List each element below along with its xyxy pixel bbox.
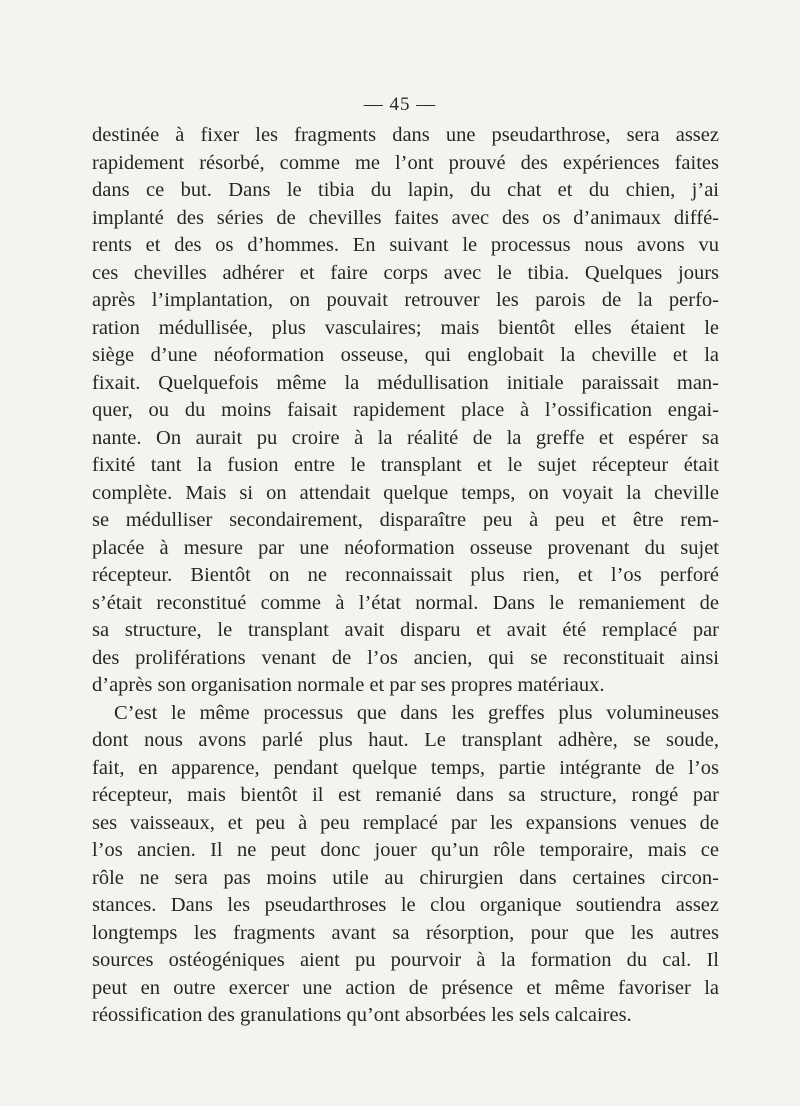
text-line: longtemps les fragments avant sa résorption, pour que les autres — [92, 921, 719, 944]
text-line: l’os ancien. Il ne peut donc jouer qu’un rôle temporaire, mais ce — [92, 839, 719, 861]
text-line: après l’implantation, on pouvait retrouver les parois de la perfo- — [92, 289, 719, 311]
text-line: des proliférations venant de l’os ancien, qui se reconstituait ainsi — [92, 646, 719, 669]
text-line: sa structure, le transplant avait disparu et avait été remplacé par — [92, 619, 719, 641]
text-line: ces chevilles adhérer et faire corps avec le tibia. Quelques jours — [92, 261, 719, 284]
text-line: se médulliser secondairement, disparaître peu à peu et être rem- — [92, 509, 719, 531]
text-line: rôle ne sera pas moins utile au chirurgien dans certaines circon- — [92, 866, 719, 889]
text-line: rents et des os d’hommes. En suivant le processus nous avons vu — [92, 234, 719, 256]
text-line: réossification des granulations qu’ont absorbées les sels calcaires. — [92, 1004, 632, 1026]
text-line: récepteur. Bientôt on ne reconnaissait plus rien, et l’os perforé — [92, 564, 719, 586]
text-line: sources ostéogéniques aient pu pourvoir à la formation du cal. Il — [92, 949, 719, 971]
text-line: fait, en apparence, pendant quelque temps, partie intégrante de l’os — [92, 756, 719, 779]
text-line: peut en outre exercer une action de présence et même favoriser la — [92, 976, 719, 999]
text-line: nante. On aurait pu croire à la réalité de la greffe et espérer sa — [92, 426, 719, 449]
text-line: fixité tant la fusion entre le transplant et le sujet récepteur était — [92, 454, 719, 476]
text-line: C’est le même processus que dans les greffes plus volumineuses — [114, 701, 719, 724]
text-line: rapidement résorbé, comme me l’ont prouvé des expériences faites — [92, 151, 719, 174]
text-line: récepteur, mais bientôt il est remanié dans sa structure, rongé par — [92, 784, 719, 806]
text-line: dans ce but. Dans le tibia du lapin, du chat et du chien, j’ai — [92, 179, 719, 201]
text-line: siège d’une néoformation osseuse, qui englobait la cheville et la — [92, 344, 719, 366]
text-line: implanté des séries de chevilles faites avec des os d’animaux diffé- — [92, 206, 719, 229]
text-line: s’était reconstitué comme à l’état normal. Dans le remaniement de — [92, 591, 719, 614]
text-line: complète. Mais si on attendait quelque temps, on voyait la cheville — [92, 481, 719, 504]
text-line: stances. Dans les pseudarthroses le clou organique soutiendra assez — [92, 894, 719, 916]
page-number: — 45 — — [363, 94, 437, 115]
text-line: ses vaisseaux, et peu à peu remplacé par les expansions venues de — [92, 811, 719, 834]
text-line: placée à mesure par une néoformation osseuse provenant du sujet — [92, 536, 719, 559]
text-line: destinée à fixer les fragments dans une pseudarthrose, sera assez — [92, 124, 719, 146]
text-line: ration médullisée, plus vasculaires; mais bientôt elles étaient le — [92, 316, 719, 339]
text-line: d’après son organisation normale et par ses propres matériaux. — [92, 674, 605, 696]
text-line: quer, ou du moins faisait rapidement place à l’ossification engai- — [92, 399, 719, 421]
text-line: dont nous avons parlé plus haut. Le transplant adhère, se soude, — [92, 729, 719, 751]
body-text — [92, 122, 719, 1030]
text-line: fixait. Quelquefois même la médullisation initiale paraissait man- — [92, 371, 719, 394]
